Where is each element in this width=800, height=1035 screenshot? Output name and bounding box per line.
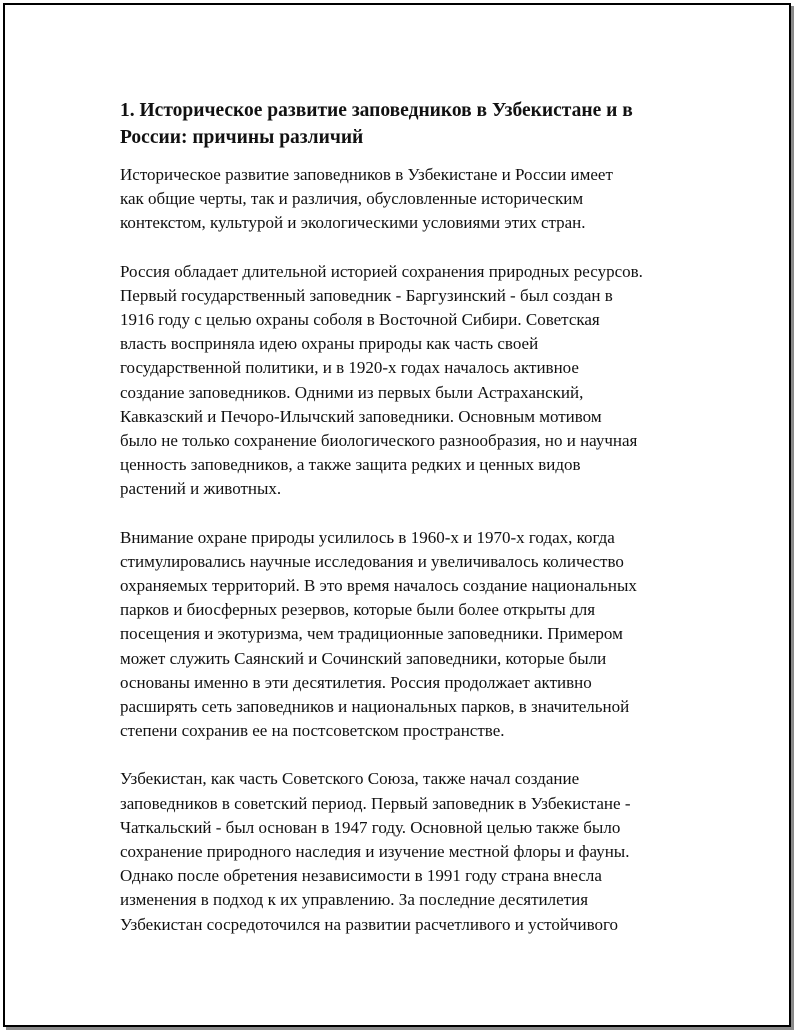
text-line: контекстом, культурой и экологическими условиями этих стран. bbox=[120, 213, 586, 233]
text-line: Внимание охране природы усилилось в 1960-х и 1970-х годах, когда bbox=[120, 527, 615, 547]
text-line: Узбекистан, как часть Советского Союза, также начал создание bbox=[120, 769, 580, 789]
text-line: заповедников в советский период. Первый заповедник в Узбекистане - bbox=[120, 793, 631, 813]
page-frame bbox=[3, 3, 791, 1027]
text-line: расширять сеть заповедников и национальных парков, в значительной bbox=[120, 697, 630, 717]
text-line: Однако после обретения независимости в 1991 году страна внесла bbox=[120, 866, 602, 886]
heading-line: 1. Историческое развитие заповедников в Узбекистане и в bbox=[120, 100, 633, 121]
text-line: власть восприняла идею охраны природы как часть своей bbox=[120, 334, 539, 354]
text-line: 1916 году с целью охраны соболя в Восточной Сибири. Советская bbox=[120, 310, 600, 330]
paragraph-uzbekistan bbox=[120, 767, 705, 936]
paragraph-russia-history bbox=[120, 260, 705, 502]
text-line: Узбекистан сосредоточился на развитии расчетливого и устойчивого bbox=[120, 914, 619, 934]
paragraph-russia-1960s bbox=[120, 526, 705, 744]
text-line: государственной политики, и в 1920-х годах началось активное bbox=[120, 358, 579, 378]
document-body bbox=[120, 97, 705, 961]
heading-line: России: причины различий bbox=[120, 127, 364, 148]
text-line: Историческое развитие заповедников в Узбекистане и России имеет bbox=[120, 165, 613, 184]
text-line: как общие черты, так и различия, обусловленные историческим bbox=[120, 189, 584, 209]
text-line: Россия обладает длительной историей сохранения природных ресурсов. bbox=[120, 261, 643, 281]
text-line: степени сохранив ее на постсоветском пространстве. bbox=[120, 721, 505, 741]
text-line: ценность заповедников, а также защита редких и ценных видов bbox=[120, 455, 581, 475]
text-line: Чаткальский - был основан в 1947 году. Основной целью также было bbox=[120, 817, 621, 837]
text-line: было не только сохранение биологического разнообразия, но и научная bbox=[120, 431, 638, 451]
text-line: растений и животных. bbox=[120, 479, 282, 499]
text-line: Первый государственный заповедник - Баргузинский - был создан в bbox=[120, 285, 613, 305]
text-line: сохранение природного наследия и изучение местной флоры и фауны. bbox=[120, 842, 630, 862]
text-line: посещения и экотуризма, чем традиционные заповедники. Примером bbox=[120, 624, 623, 644]
text-line: парков и биосферных резервов, которые были более открыты для bbox=[120, 600, 596, 620]
text-line: основаны именно в эти десятилетия. Россия продолжает активно bbox=[120, 672, 592, 692]
text-line: может служить Саянский и Сочинский заповедники, которые были bbox=[120, 648, 607, 668]
text-line: охраняемых территорий. В это время началось создание национальных bbox=[120, 576, 637, 596]
paragraph-intro bbox=[120, 163, 705, 236]
text-line: Кавказский и Печоро-Илычский заповедники. Основным мотивом bbox=[120, 406, 602, 426]
section-heading bbox=[120, 97, 705, 151]
text-line: создание заповедников. Одними из первых были Астраханский, bbox=[120, 382, 584, 402]
text-line: стимулировались научные исследования и увеличивалось количество bbox=[120, 551, 624, 571]
text-line: изменения в подход к их управлению. За последние десятилетия bbox=[120, 890, 589, 910]
